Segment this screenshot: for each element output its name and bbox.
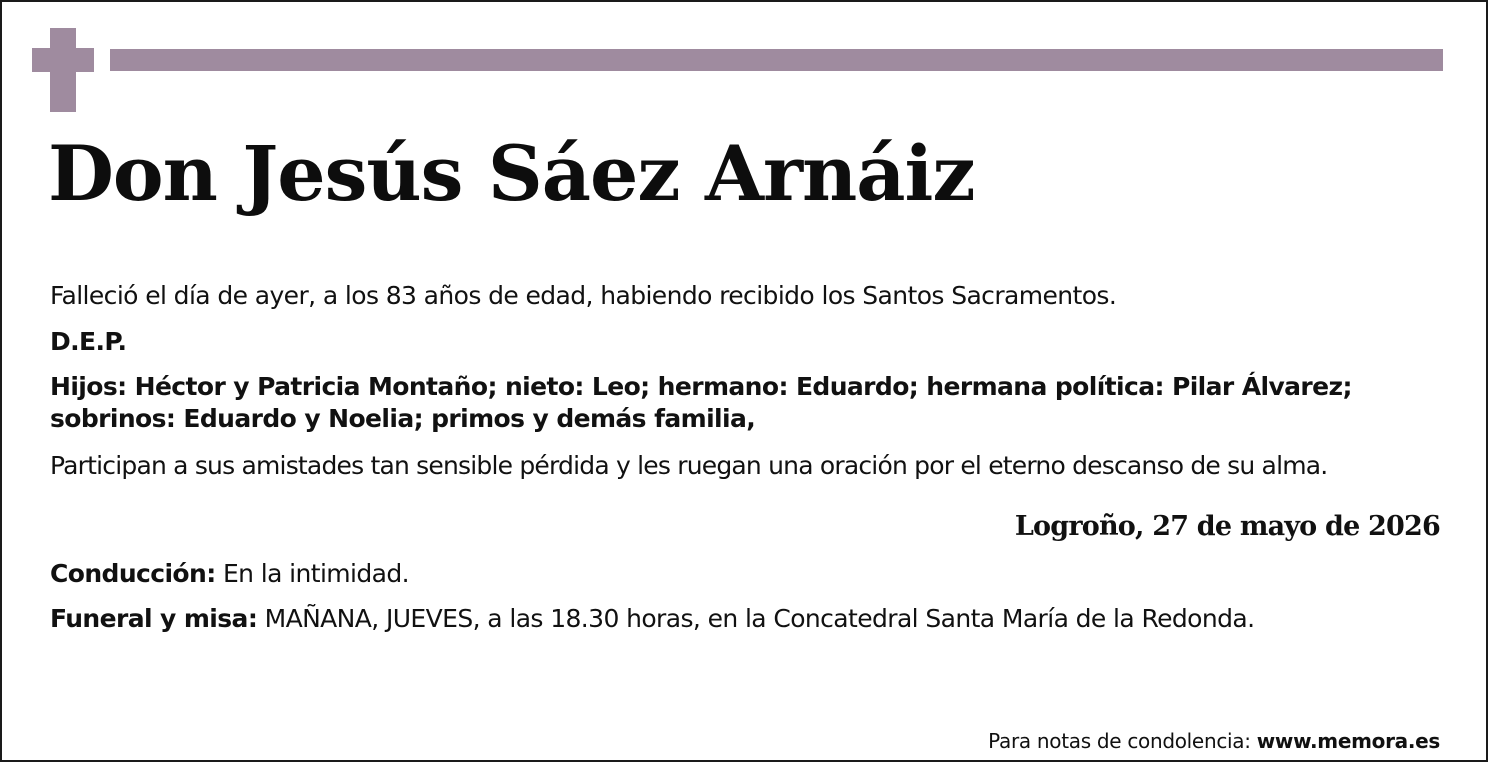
condolence-prefix: Para notas de condolencia: [988, 729, 1251, 753]
condolence-footer [988, 728, 1440, 754]
funeral-value: MAÑANA, JUEVES, a las 18.30 horas, en la Concatedral Santa María de la Redonda. [264, 604, 1255, 633]
conduction-line [50, 558, 409, 590]
place-and-date: Logroño, 27 de mayo de 2026 [1014, 511, 1440, 542]
funeral-label: Funeral y misa: [50, 604, 258, 633]
header-rule [110, 49, 1443, 71]
prayer-request: Participan a sus amistades tan sensible pérdida y les ruegan una oración por el eterno descanso de su alma. [50, 451, 1328, 480]
family-list: Hijos: Héctor y Patricia Montaño; nieto: Leo; hermano: Eduardo; hermana política: Pilar Álvarez; sobrinos: Eduardo y Noelia; primos y demás familia, [50, 372, 1352, 433]
conduction-label: Conducción: [50, 559, 216, 588]
cross-icon-horizontal-bar [32, 48, 94, 72]
dep-label: D.E.P. [50, 327, 127, 356]
memora-link[interactable]: www.memora.es [1256, 729, 1440, 753]
funeral-line [50, 603, 1254, 635]
death-announcement: Falleció el día de ayer, a los 83 años de edad, habiendo recibido los Santos Sacramentos. [50, 281, 1117, 310]
deceased-name: Don Jesús Sáez Arnáiz [48, 129, 975, 218]
conduction-value: En la intimidad. [222, 559, 409, 588]
